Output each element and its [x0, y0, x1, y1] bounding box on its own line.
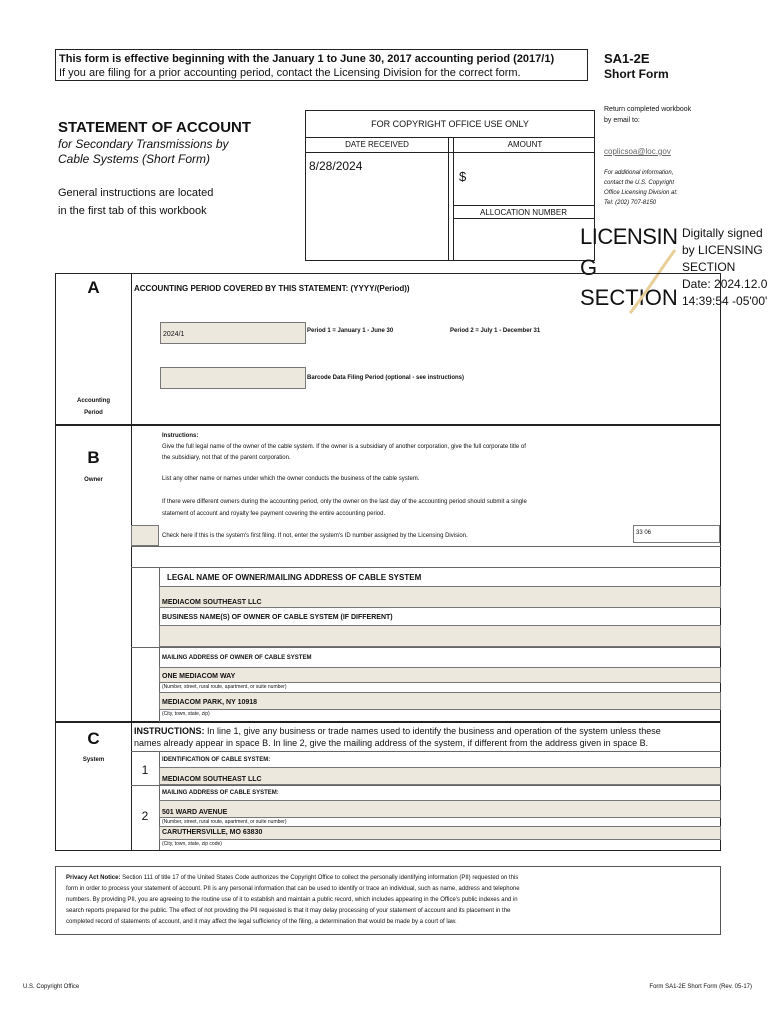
system-city-hint: (City, town, state, zip code) [162, 841, 222, 847]
owner-city-hint: (City, town, state, zip) [162, 711, 210, 717]
general-instructions-2: in the first tab of this workbook [58, 205, 207, 217]
system-instructions-bold: INSTRUCTIONS: [134, 726, 205, 736]
signature-detail-1: Digitally signed [682, 226, 763, 240]
privacy-label: Privacy Act Notice: [66, 875, 121, 881]
section-b-letter: B [87, 448, 100, 467]
amount-dollar: $ [459, 169, 467, 184]
notice-line-2: If you are filing for a prior accounting period, contact the Licensing Division for the correct form. [59, 67, 521, 79]
period-1-note: Period 1 = January 1 - June 30 [307, 328, 394, 334]
legal-name-label: LEGAL NAME OF OWNER/MAILING ADDRESS OF CABLE SYSTEM [167, 573, 422, 582]
section-a-letter: A [87, 278, 100, 297]
footer-form-revision: Form SA1-2E Short Form (Rev. 05-17) [649, 984, 752, 990]
barcode-period-label: Barcode Data Filing Period (optional - see instructions) [307, 375, 465, 381]
signature-detail-5: 14:39:54 -05'00' [682, 294, 768, 308]
contact-info-1: For additional information, [604, 170, 674, 176]
first-filing-text: Check here if this is the system's first filing. If not, enter the system's ID number assigned by the Licensing Division. [162, 533, 468, 539]
section-a-side-1: Accounting [77, 398, 110, 404]
system-street-value: 501 WARD AVENUE [162, 809, 228, 816]
signature-name-line-3: SECTION [580, 285, 678, 310]
system-id-input[interactable] [633, 525, 720, 543]
owner-street-value: ONE MEDIACOM WAY [162, 673, 236, 680]
accounting-period-value: 2024/1 [163, 331, 185, 338]
owner-instruction-2: List any other name or names under which the owner conducts the business of the cable system. [162, 476, 420, 482]
form-code: SA1-2E [604, 51, 650, 66]
system-street-hint: (Number, street, rural route, apartment, or suite number) [162, 819, 287, 825]
section-b-side: Owner [84, 477, 103, 483]
notice-line-1: This form is effective beginning with the January 1 to June 30, 2017 accounting period (2017/1) [59, 53, 555, 65]
allocation-number-label: ALLOCATION NUMBER [480, 208, 567, 217]
system-instructions-1 [134, 726, 661, 736]
privacy-line-4: search reports prepared for the public. The effect of not providing the PII requested is that it may delay processing of your statement of account and its placement in the [66, 908, 511, 914]
owner-instruction-3: If there were different owners during the accounting period, only the owner on the last day of the accounting period should submit a single [162, 499, 527, 505]
date-received-value: 8/28/2024 [309, 159, 363, 173]
contact-info-2: contact the U.S. Copyright [604, 180, 675, 186]
section-c [55, 722, 721, 851]
office-use-header: FOR COPYRIGHT OFFICE USE ONLY [371, 119, 529, 129]
section-a-heading: ACCOUNTING PERIOD COVERED BY THIS STATEMENT: (YYYY/(Period)) [134, 284, 410, 293]
footer-office: U.S. Copyright Office [23, 984, 80, 990]
legal-name-value: MEDIACOM SOUTHEAST LLC [162, 599, 262, 606]
signature-detail-4: Date: 2024.12.0 [682, 277, 768, 291]
owner-instruction-1: Give the full legal name of the owner of the cable system. If the owner is a subsidiary of another corporation, give the full corporate title of [162, 444, 526, 450]
owner-instruction-1b: the subsidiary, not that of the parent corporation. [162, 455, 291, 461]
accounting-period-input[interactable] [160, 322, 306, 344]
section-a-side-2: Period [84, 410, 103, 416]
page-title: STATEMENT OF ACCOUNT [58, 119, 252, 136]
section-c-letter: C [87, 729, 100, 748]
privacy-text-1: Section 111 of title 17 of the United States Code authorizes the Copyright Office to collect the personally identifying information (PII) requested on this [120, 875, 519, 881]
general-instructions-1: General instructions are located [58, 187, 214, 199]
effective-notice [55, 49, 588, 81]
owner-city-input[interactable] [159, 692, 721, 710]
barcode-period-input[interactable] [160, 367, 306, 389]
privacy-line-3: numbers. By providing PII, you are agreeing to the routine use of it to establish and maintain a public record, which includes appearing in the Office's public indexes and in [66, 897, 518, 903]
line-1-number: 1 [141, 763, 149, 777]
section-a [55, 273, 721, 425]
system-ident-value: MEDIACOM SOUTHEAST LLC [162, 776, 262, 783]
amount-label: AMOUNT [507, 140, 543, 149]
line-2-number: 2 [141, 809, 149, 823]
section-c-side: System [82, 757, 105, 763]
signature-name-line-2: G [580, 255, 598, 280]
title-sub-2: Cable Systems (Short Form) [58, 152, 211, 166]
title-sub-1: for Secondary Transmissions by [58, 137, 229, 151]
form-name: Short Form [604, 67, 669, 81]
period-2-note: Period 2 = July 1 - December 31 [450, 328, 541, 334]
system-city-input[interactable] [159, 826, 721, 840]
owner-instructions-title: Instructions: [162, 433, 199, 439]
first-filing-checkbox[interactable] [131, 525, 159, 546]
section-b [55, 425, 721, 722]
owner-city-value: MEDIACOM PARK, NY 10918 [162, 699, 258, 706]
contact-info-4: Tel: (202) 707-8150 [604, 200, 657, 206]
privacy-line-1 [66, 875, 518, 881]
business-name-label: BUSINESS NAME(S) OF OWNER OF CABLE SYSTEM (IF DIFFERENT) [162, 614, 393, 621]
system-city-value: CARUTHERSVILLE, MO 63830 [162, 829, 263, 836]
business-name-input[interactable] [159, 625, 721, 647]
date-received-label: DATE RECEIVED [345, 140, 409, 149]
privacy-line-2: form in order to process your statement of account. PII is any personal information that can be used to identify or trace an individual, such as name, address and telephone [66, 886, 520, 892]
contact-info-3: Office Licensing Division at: [604, 190, 678, 196]
signature-name-line-1: LICENSIN [580, 224, 678, 249]
owner-instruction-3b: statement of account and royalty fee payment covering the entire accounting period. [162, 511, 386, 517]
office-use-box [305, 110, 595, 261]
system-mailing-label: MAILING ADDRESS OF CABLE SYSTEM: [162, 790, 279, 796]
signature-detail-2: by LICENSING [682, 243, 763, 257]
return-line-2: by email to: [604, 117, 640, 124]
system-instructions-rest: In line 1, give any business or trade names used to identify the business and operation of the system unless these [204, 726, 661, 736]
privacy-notice [55, 866, 721, 935]
legal-name-input[interactable] [159, 586, 721, 608]
system-ident-label: IDENTIFICATION OF CABLE SYSTEM: [162, 757, 271, 763]
privacy-line-5: completed record of statements of account, and it may affect the legal sufficiency of the filing, a determination that would be made by a court of law. [66, 919, 457, 925]
owner-mailing-label: MAILING ADDRESS OF OWNER OF CABLE SYSTEM [162, 655, 312, 661]
owner-street-input[interactable] [159, 667, 721, 683]
return-email-link[interactable]: coplicsoa@loc.gov [604, 147, 671, 156]
owner-street-hint: (Number, street, rural route, apartment, or suite number) [162, 684, 287, 690]
return-line-1: Return completed workbook [604, 106, 692, 113]
system-id-value: 33 06 [636, 530, 652, 536]
system-instructions-2: names already appear in space B. In line 2, give the mailing address of the system, if different from the address given in space B. [134, 738, 649, 748]
system-street-input[interactable] [159, 800, 721, 818]
signature-detail-3: SECTION [682, 260, 736, 274]
system-ident-input[interactable] [159, 767, 721, 785]
